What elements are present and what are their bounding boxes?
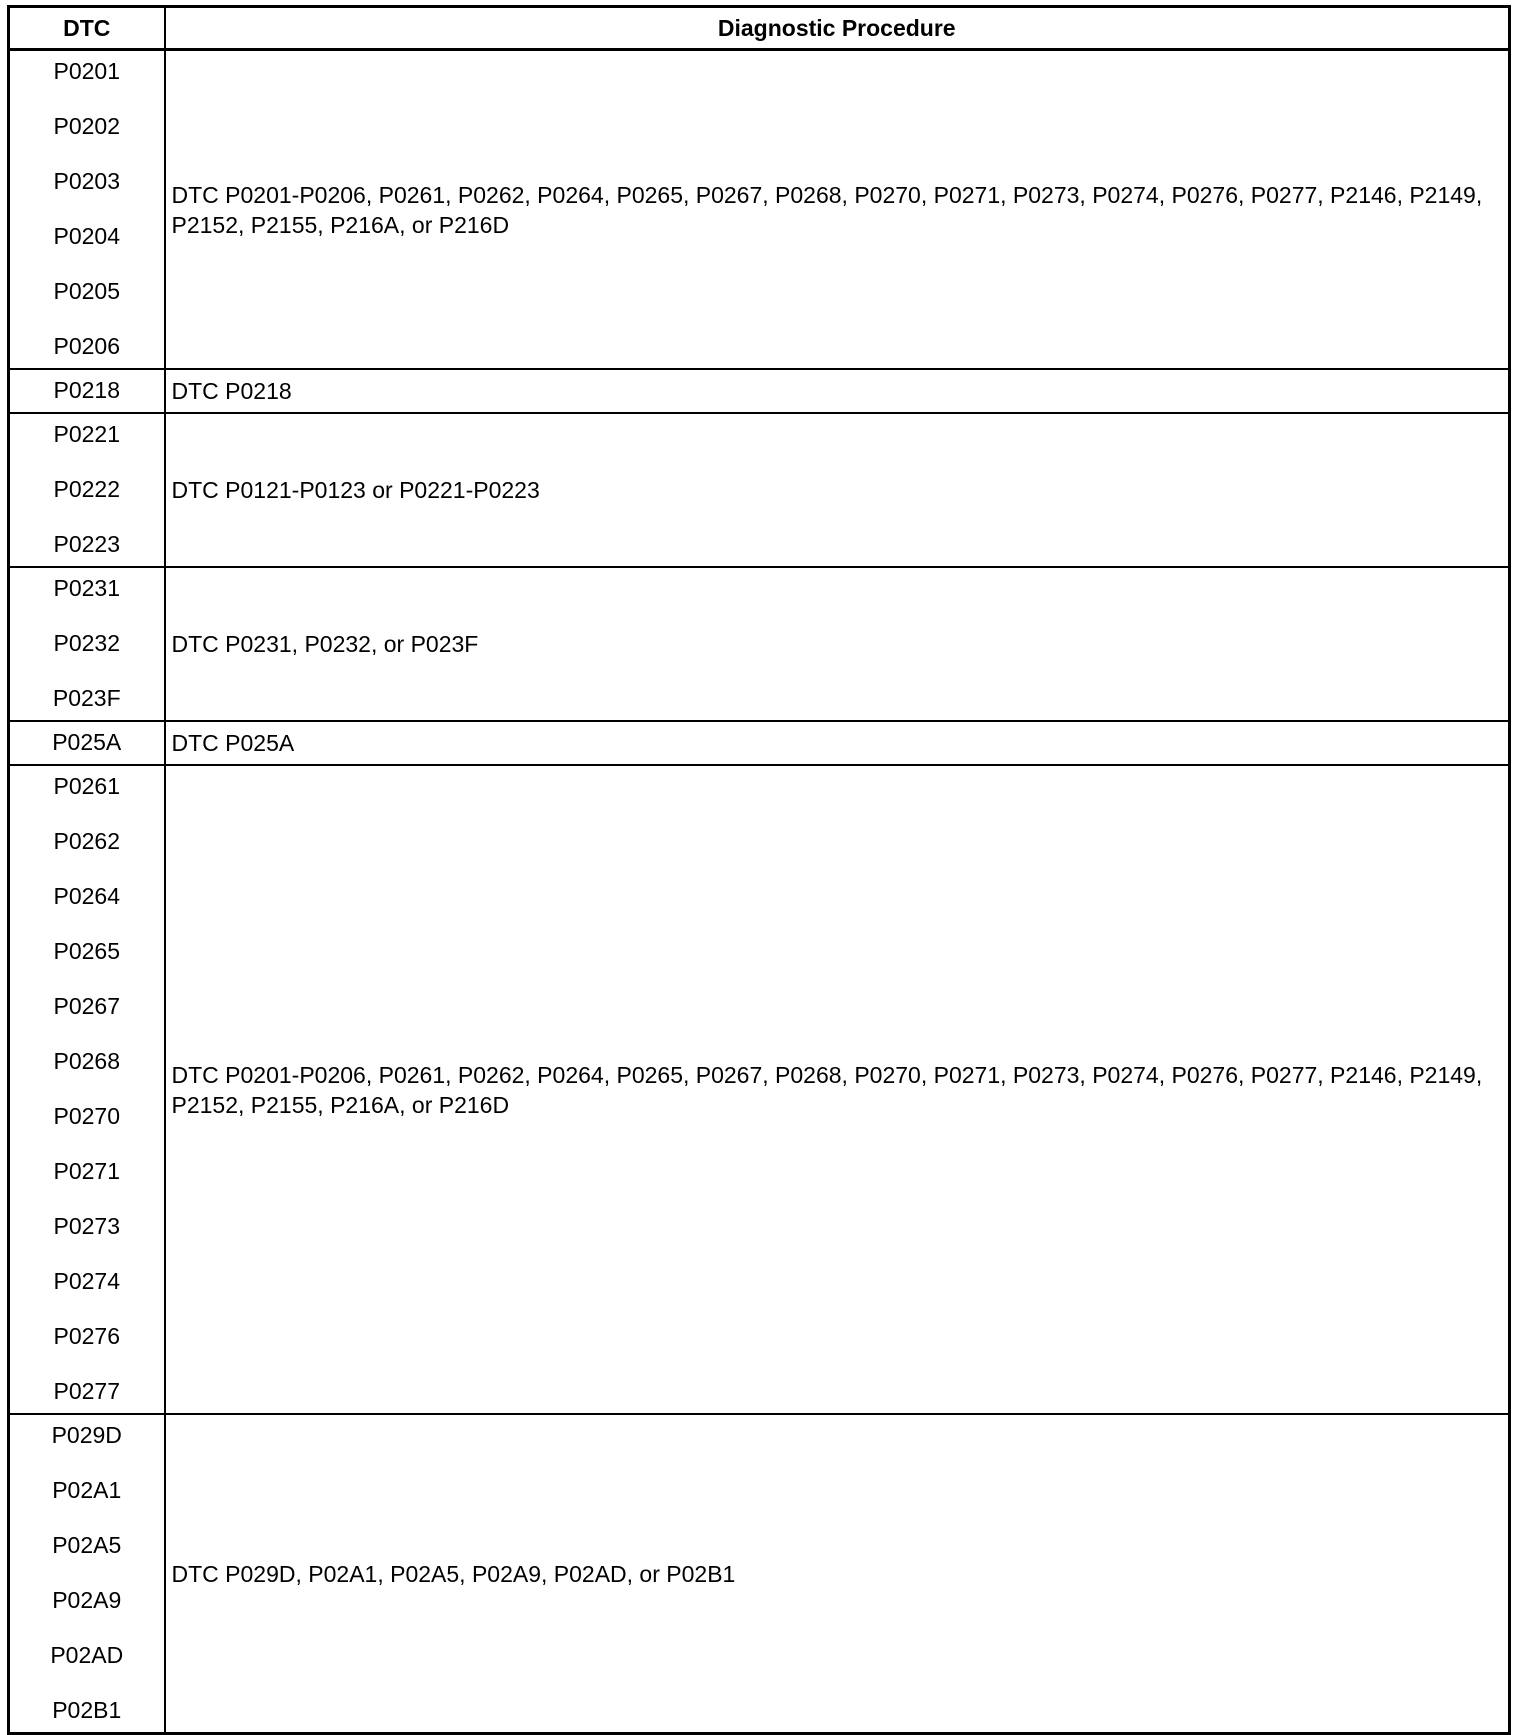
table-row [9, 567, 1510, 721]
diagnostic-procedure-cell: DTC P0231, P0232, or P023F [165, 567, 1510, 721]
dtc-code: P0270 [53, 1103, 120, 1129]
dtc-code: P0205 [53, 278, 120, 304]
diagnostic-procedure-cell: DTC P0121-P0123 or P0221-P0223 [165, 413, 1510, 567]
dtc-codes-cell [9, 369, 165, 413]
dtc-table-container [7, 5, 1511, 1735]
dtc-code: P0221 [53, 421, 120, 447]
table-row [9, 369, 1510, 413]
dtc-codes-cell [9, 413, 165, 567]
dtc-code: P0222 [53, 476, 120, 502]
table-row [9, 721, 1510, 765]
dtc-code: P0202 [53, 113, 120, 139]
dtc-codes-cell [9, 567, 165, 721]
dtc-code: P023F [52, 685, 121, 711]
dtc-code: P0206 [53, 333, 120, 359]
dtc-code: P02AD [50, 1642, 124, 1668]
dtc-code: P0201 [53, 58, 120, 84]
dtc-column-header: DTC [9, 7, 165, 50]
dtc-code: P0274 [53, 1268, 120, 1294]
dtc-code: P02A5 [52, 1532, 122, 1558]
diagnostic-procedure-cell: DTC P029D, P02A1, P02A5, P02A9, P02AD, or P02B1 [165, 1414, 1510, 1734]
dtc-code: P0276 [53, 1323, 120, 1349]
dtc-codes-cell [9, 765, 165, 1414]
dtc-table [7, 5, 1511, 1735]
diagnostic-procedure-cell: DTC P0201-P0206, P0261, P0262, P0264, P0265, P0267, P0268, P0270, P0271, P0273, P0274, P0276, P0277, P2146, P2149, P2152, P2155, P216A, or P216D [165, 765, 1510, 1414]
dtc-code: P0262 [53, 828, 120, 854]
dtc-code: P0261 [53, 773, 120, 799]
dtc-codes-cell [9, 1414, 165, 1734]
dtc-code: P0223 [53, 531, 120, 557]
dtc-code: P02A9 [52, 1587, 122, 1613]
dtc-code: P0277 [53, 1378, 120, 1404]
dtc-code: P029D [51, 1422, 122, 1448]
table-row [9, 50, 1510, 370]
dtc-code: P0273 [53, 1213, 120, 1239]
dtc-code: P0232 [53, 630, 120, 656]
table-body [9, 50, 1510, 1734]
dtc-code: P0203 [53, 168, 120, 194]
dtc-code: P0265 [53, 938, 120, 964]
procedure-column-header: Diagnostic Procedure [165, 7, 1510, 50]
table-header-row [9, 7, 1510, 50]
dtc-code: P0218 [53, 377, 120, 403]
table-row [9, 413, 1510, 567]
diagnostic-procedure-cell: DTC P0218 [165, 369, 1510, 413]
dtc-code: P025A [52, 729, 122, 755]
dtc-codes-cell [9, 50, 165, 370]
diagnostic-procedure-cell: DTC P0201-P0206, P0261, P0262, P0264, P0265, P0267, P0268, P0270, P0271, P0273, P0274, P0276, P0277, P2146, P2149, P2152, P2155, P216A, or P216D [165, 50, 1510, 370]
table-row [9, 765, 1510, 1414]
dtc-code: P02B1 [52, 1697, 122, 1723]
dtc-code: P0267 [53, 993, 120, 1019]
dtc-code: P0204 [53, 223, 120, 249]
dtc-code: P02A1 [52, 1477, 122, 1503]
dtc-code: P0268 [53, 1048, 120, 1074]
dtc-code: P0264 [53, 883, 120, 909]
dtc-code: P0231 [53, 575, 120, 601]
dtc-codes-cell [9, 721, 165, 765]
diagnostic-procedure-cell: DTC P025A [165, 721, 1510, 765]
dtc-code: P0271 [53, 1158, 120, 1184]
table-row [9, 1414, 1510, 1734]
